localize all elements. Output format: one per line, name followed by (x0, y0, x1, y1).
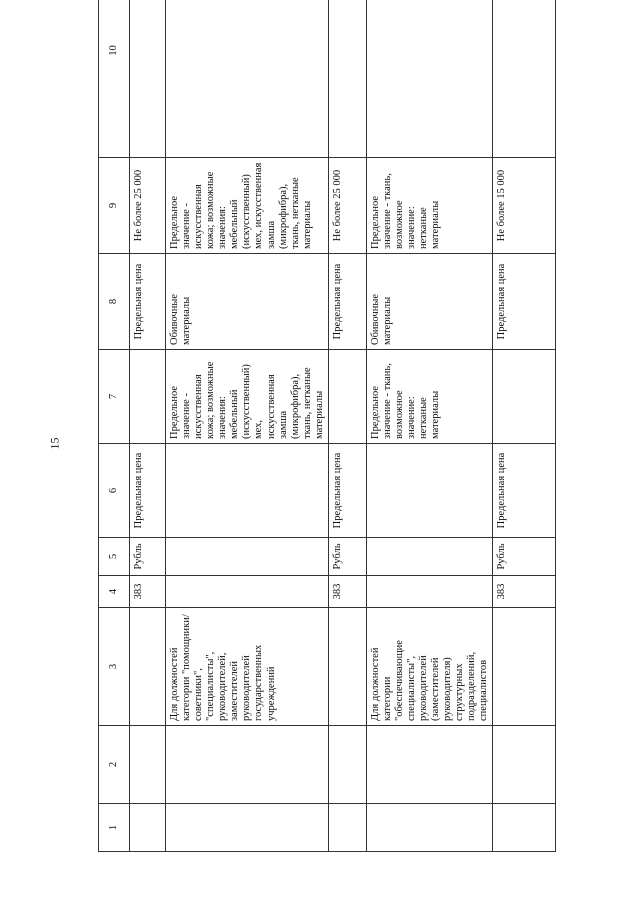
table-cell (130, 726, 166, 804)
table-cell (493, 804, 556, 852)
characteristic-cell: Предельная цена (328, 254, 366, 350)
characteristic-cell: Обивочные материалы (166, 254, 329, 350)
table-row (130, 0, 166, 852)
column-header: 1 (99, 804, 130, 852)
table-cell (493, 608, 556, 726)
table-row (328, 0, 366, 852)
table-cell (130, 0, 166, 158)
rotated-table-container (98, 44, 556, 852)
table-cell (366, 804, 493, 852)
table-cell (493, 0, 556, 158)
table-row (493, 0, 556, 852)
table-row (166, 0, 329, 852)
table-cell (130, 350, 166, 444)
table-cell (166, 726, 329, 804)
table-cell (166, 576, 329, 608)
column-header: 3 (99, 608, 130, 726)
value-cell: Не более 25 000 (130, 158, 166, 254)
table-cell (130, 608, 166, 726)
unit-name-cell: Рубль (130, 538, 166, 576)
table-cell (328, 0, 366, 158)
value-cell: Предельное значение - искусственная кожа; возможные значения: мебельный (искусственный) мех, искусственная замша (микрофибра), ткань, нетканые материалы (166, 158, 329, 254)
unit-code-cell: 383 (328, 576, 366, 608)
table-cell (166, 538, 329, 576)
column-header: 7 (99, 350, 130, 444)
table-row (366, 0, 493, 852)
specification-table (98, 0, 556, 852)
table-cell (166, 444, 329, 538)
table-cell (366, 444, 493, 538)
table-cell (366, 0, 493, 158)
column-header: 9 (99, 158, 130, 254)
value-cell: Не более 15 000 (493, 158, 556, 254)
characteristic-cell: Предельная цена (130, 444, 166, 538)
table-cell (493, 350, 556, 444)
characteristic-cell: Предельная цена (328, 444, 366, 538)
unit-name-cell: Рубль (328, 538, 366, 576)
value-cell: Предельное значение - ткань, возможное значение: нетканые материалы (366, 350, 493, 444)
table-cell (328, 608, 366, 726)
unit-name-cell: Рубль (493, 538, 556, 576)
column-header: 5 (99, 538, 130, 576)
column-header: 2 (99, 726, 130, 804)
position-description-cell: Для должностей категории "обеспечивающие специалисты", руководителей (заместителей руководителя) структурных подразделений, специалистов (366, 608, 493, 726)
column-header: 10 (99, 0, 130, 158)
table-cell (328, 726, 366, 804)
table-cell (493, 726, 556, 804)
column-header: 8 (99, 254, 130, 350)
characteristic-cell: Обивочные материалы (366, 254, 493, 350)
value-cell: Предельное значение - ткань, возможное значение: нетканые материалы (366, 158, 493, 254)
column-header: 6 (99, 444, 130, 538)
column-header: 4 (99, 576, 130, 608)
table-cell (166, 0, 329, 158)
characteristic-cell: Предельная цена (493, 254, 556, 350)
table-cell (366, 538, 493, 576)
table-cell (366, 726, 493, 804)
characteristic-cell: Предельная цена (493, 444, 556, 538)
column-number-row (99, 0, 130, 852)
table-cell (366, 576, 493, 608)
unit-code-cell: 383 (130, 576, 166, 608)
position-description-cell: Для должностей категории "помощники/советники", "специалисты", руководителей, заместителей руководителей государственных учреждений (166, 608, 329, 726)
table-cell (166, 804, 329, 852)
table-cell (328, 804, 366, 852)
value-cell: Предельное значение - искусственная кожа; возможные значения: мебельный (искусственный) мех, искусственная замша (микрофибра), ткань, нетканые материалы (166, 350, 329, 444)
unit-code-cell: 383 (493, 576, 556, 608)
table-cell (328, 350, 366, 444)
table-cell (130, 804, 166, 852)
characteristic-cell: Предельная цена (130, 254, 166, 350)
value-cell: Не более 25 000 (328, 158, 366, 254)
page-number: 15 (47, 437, 62, 450)
